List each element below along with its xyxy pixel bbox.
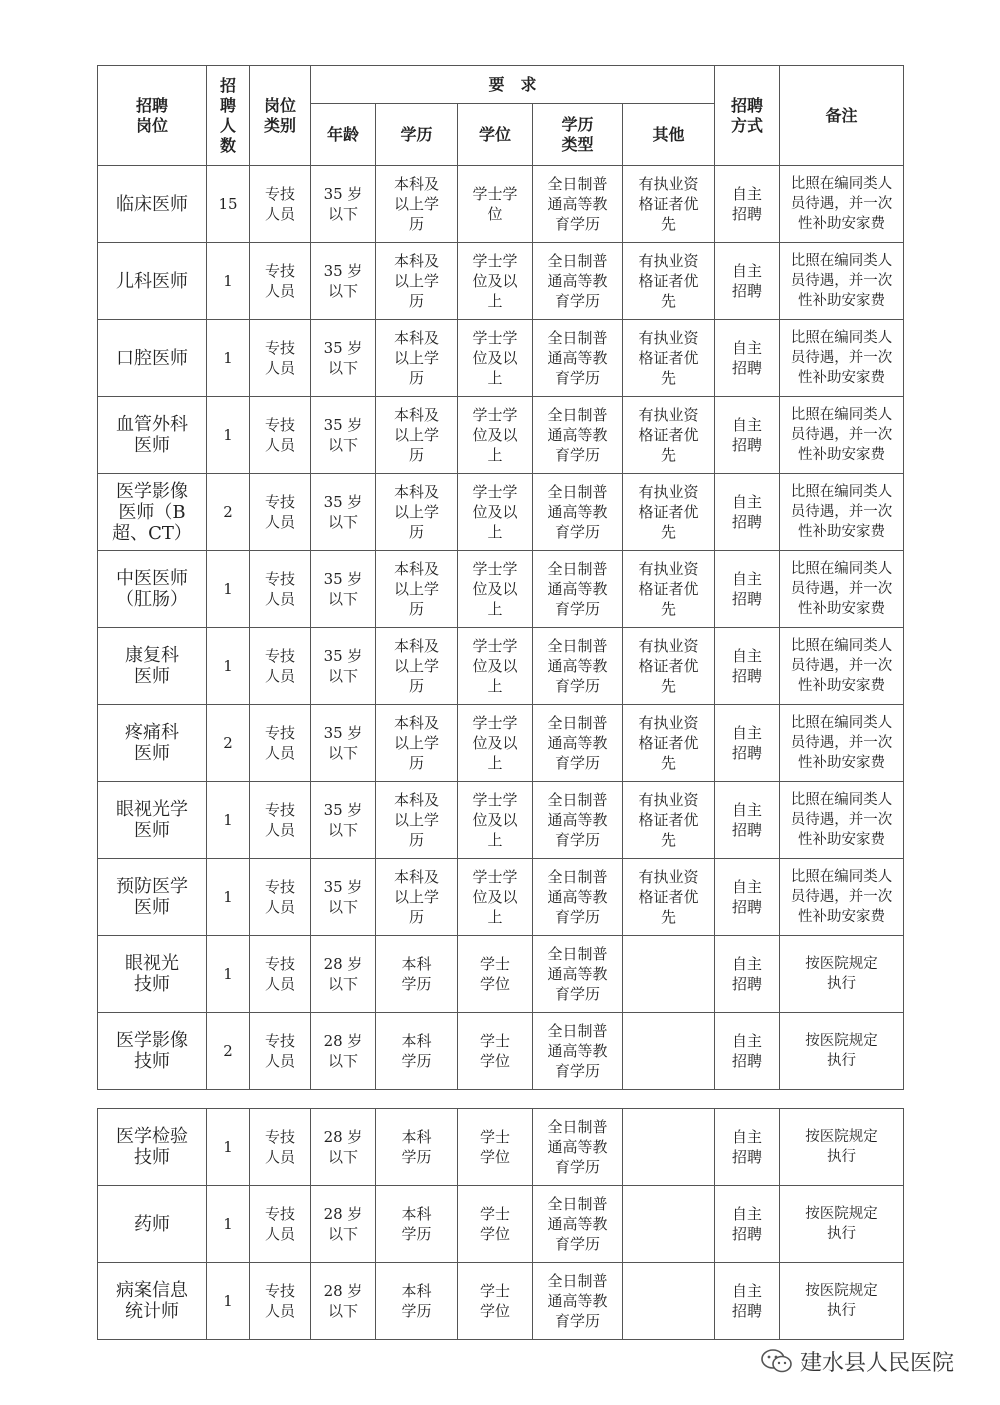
cell-edu-type: 全日制普 通高等教 育学历 [533, 1186, 623, 1263]
cell-edu-type: 全日制普 通高等教 育学历 [533, 166, 623, 243]
cell-category: 专技 人员 [250, 1186, 311, 1263]
cell-count: 1 [207, 243, 250, 320]
cell-education: 本科及 以上学 历 [376, 782, 458, 859]
wechat-icon [760, 1348, 794, 1374]
cell-method: 自主 招聘 [715, 705, 780, 782]
cell-degree: 学士学 位及以 上 [458, 705, 533, 782]
header-remark: 备注 [780, 66, 904, 166]
cell-degree: 学士 学位 [458, 1109, 533, 1186]
cell-method: 自主 招聘 [715, 397, 780, 474]
cell-edu-type: 全日制普 通高等教 育学历 [533, 705, 623, 782]
cell-position: 儿科医师 [98, 243, 207, 320]
cell-age: 35 岁 以下 [311, 705, 376, 782]
cell-edu-type: 全日制普 通高等教 育学历 [533, 243, 623, 320]
cell-edu-type: 全日制普 通高等教 育学历 [533, 474, 623, 551]
cell-method: 自主 招聘 [715, 243, 780, 320]
cell-count: 1 [207, 551, 250, 628]
cell-method: 自主 招聘 [715, 1013, 780, 1090]
cell-category: 专技 人员 [250, 1263, 311, 1340]
cell-method: 自主 招聘 [715, 320, 780, 397]
cell-category: 专技 人员 [250, 628, 311, 705]
cell-education: 本科及 以上学 历 [376, 397, 458, 474]
table-row [98, 859, 904, 936]
cell-degree: 学士 学位 [458, 1263, 533, 1340]
cell-edu-type: 全日制普 通高等教 育学历 [533, 859, 623, 936]
cell-remark: 比照在编同类人 员待遇，并一次 性补助安家费 [780, 166, 904, 243]
header-count: 招 聘 人 数 [207, 66, 250, 166]
table-row [98, 628, 904, 705]
cell-category: 专技 人员 [250, 1109, 311, 1186]
header-edu-type: 学历 类型 [533, 104, 623, 166]
cell-method: 自主 招聘 [715, 1263, 780, 1340]
cell-degree: 学士学 位及以 上 [458, 551, 533, 628]
table-row [98, 705, 904, 782]
cell-other: 有执业资 格证者优 先 [623, 166, 715, 243]
cell-remark: 按医院规定 执行 [780, 936, 904, 1013]
table-row [98, 474, 904, 551]
cell-degree: 学士学 位 [458, 166, 533, 243]
cell-remark: 比照在编同类人 员待遇，并一次 性补助安家费 [780, 551, 904, 628]
cell-position: 康复科 医师 [98, 628, 207, 705]
cell-method: 自主 招聘 [715, 859, 780, 936]
cell-education: 本科 学历 [376, 1263, 458, 1340]
cell-edu-type: 全日制普 通高等教 育学历 [533, 1109, 623, 1186]
cell-category: 专技 人员 [250, 320, 311, 397]
cell-other [623, 936, 715, 1013]
cell-other: 有执业资 格证者优 先 [623, 859, 715, 936]
cell-count: 1 [207, 320, 250, 397]
cell-category: 专技 人员 [250, 782, 311, 859]
cell-remark: 比照在编同类人 员待遇，并一次 性补助安家费 [780, 705, 904, 782]
cell-category: 专技 人员 [250, 243, 311, 320]
cell-method: 自主 招聘 [715, 474, 780, 551]
cell-age: 35 岁 以下 [311, 782, 376, 859]
cell-degree: 学士 学位 [458, 1186, 533, 1263]
cell-position: 药师 [98, 1186, 207, 1263]
cell-edu-type: 全日制普 通高等教 育学历 [533, 1013, 623, 1090]
cell-education: 本科及 以上学 历 [376, 474, 458, 551]
cell-degree: 学士学 位及以 上 [458, 397, 533, 474]
cell-age: 28 岁 以下 [311, 1186, 376, 1263]
table-row [98, 166, 904, 243]
cell-other: 有执业资 格证者优 先 [623, 705, 715, 782]
cell-category: 专技 人员 [250, 936, 311, 1013]
cell-education: 本科及 以上学 历 [376, 705, 458, 782]
cell-education: 本科及 以上学 历 [376, 628, 458, 705]
cell-count: 2 [207, 1013, 250, 1090]
cell-category: 专技 人员 [250, 1013, 311, 1090]
cell-method: 自主 招聘 [715, 936, 780, 1013]
cell-degree: 学士学 位及以 上 [458, 243, 533, 320]
cell-education: 本科及 以上学 历 [376, 551, 458, 628]
cell-degree: 学士学 位及以 上 [458, 474, 533, 551]
cell-education: 本科及 以上学 历 [376, 166, 458, 243]
cell-count: 1 [207, 936, 250, 1013]
cell-age: 35 岁 以下 [311, 859, 376, 936]
cell-education: 本科及 以上学 历 [376, 859, 458, 936]
cell-other [623, 1013, 715, 1090]
cell-degree: 学士 学位 [458, 936, 533, 1013]
cell-age: 28 岁 以下 [311, 1109, 376, 1186]
header-position: 招聘 岗位 [98, 66, 207, 166]
watermark-text: 建水县人民医院 [800, 1350, 955, 1376]
table-row [98, 551, 904, 628]
table-row [98, 1109, 904, 1186]
cell-position: 口腔医师 [98, 320, 207, 397]
cell-edu-type: 全日制普 通高等教 育学历 [533, 628, 623, 705]
cell-age: 35 岁 以下 [311, 243, 376, 320]
recruitment-table [97, 65, 904, 1090]
header-row-1 [98, 66, 904, 104]
cell-count: 1 [207, 859, 250, 936]
cell-count: 1 [207, 1109, 250, 1186]
recruitment-table-continued [97, 1108, 904, 1340]
cell-other: 有执业资 格证者优 先 [623, 628, 715, 705]
cell-remark: 比照在编同类人 员待遇，并一次 性补助安家费 [780, 628, 904, 705]
cell-position: 临床医师 [98, 166, 207, 243]
header-education: 学历 [376, 104, 458, 166]
cell-category: 专技 人员 [250, 166, 311, 243]
cell-count: 1 [207, 1263, 250, 1340]
cell-degree: 学士 学位 [458, 1013, 533, 1090]
cell-age: 28 岁 以下 [311, 936, 376, 1013]
cell-other [623, 1109, 715, 1186]
cell-degree: 学士学 位及以 上 [458, 859, 533, 936]
cell-degree: 学士学 位及以 上 [458, 320, 533, 397]
cell-education: 本科及 以上学 历 [376, 243, 458, 320]
cell-edu-type: 全日制普 通高等教 育学历 [533, 397, 623, 474]
cell-position: 预防医学 医师 [98, 859, 207, 936]
cell-remark: 按医院规定 执行 [780, 1109, 904, 1186]
cell-degree: 学士学 位及以 上 [458, 782, 533, 859]
cell-other [623, 1186, 715, 1263]
cell-method: 自主 招聘 [715, 782, 780, 859]
cell-other: 有执业资 格证者优 先 [623, 782, 715, 859]
cell-count: 2 [207, 705, 250, 782]
cell-category: 专技 人员 [250, 551, 311, 628]
header-requirements: 要 求 [311, 66, 715, 104]
cell-remark: 比照在编同类人 员待遇，并一次 性补助安家费 [780, 397, 904, 474]
cell-count: 15 [207, 166, 250, 243]
cell-other: 有执业资 格证者优 先 [623, 474, 715, 551]
header-degree: 学位 [458, 104, 533, 166]
table-row [98, 782, 904, 859]
table-row [98, 397, 904, 474]
cell-method: 自主 招聘 [715, 1186, 780, 1263]
cell-count: 1 [207, 628, 250, 705]
cell-other: 有执业资 格证者优 先 [623, 551, 715, 628]
watermark [760, 1346, 975, 1376]
table-row [98, 1263, 904, 1340]
cell-edu-type: 全日制普 通高等教 育学历 [533, 782, 623, 859]
cell-count: 1 [207, 782, 250, 859]
table-row [98, 936, 904, 1013]
cell-position: 血管外科 医师 [98, 397, 207, 474]
cell-category: 专技 人员 [250, 705, 311, 782]
cell-age: 35 岁 以下 [311, 551, 376, 628]
cell-education: 本科 学历 [376, 1013, 458, 1090]
header-age: 年龄 [311, 104, 376, 166]
cell-position: 病案信息 统计师 [98, 1263, 207, 1340]
cell-remark: 按医院规定 执行 [780, 1186, 904, 1263]
table-body [98, 166, 904, 1090]
table-row [98, 320, 904, 397]
cell-age: 28 岁 以下 [311, 1263, 376, 1340]
cell-age: 35 岁 以下 [311, 166, 376, 243]
cell-other: 有执业资 格证者优 先 [623, 320, 715, 397]
cell-degree: 学士学 位及以 上 [458, 628, 533, 705]
cell-position: 医学影像 医师（B 超、CT） [98, 474, 207, 551]
cell-education: 本科及 以上学 历 [376, 320, 458, 397]
cell-education: 本科 学历 [376, 1186, 458, 1263]
cell-category: 专技 人员 [250, 859, 311, 936]
table-body-continued [98, 1109, 904, 1340]
cell-category: 专技 人员 [250, 474, 311, 551]
cell-method: 自主 招聘 [715, 628, 780, 705]
table-row [98, 1186, 904, 1263]
cell-edu-type: 全日制普 通高等教 育学历 [533, 1263, 623, 1340]
cell-remark: 比照在编同类人 员待遇，并一次 性补助安家费 [780, 320, 904, 397]
cell-method: 自主 招聘 [715, 551, 780, 628]
cell-position: 眼视光 技师 [98, 936, 207, 1013]
cell-education: 本科 学历 [376, 1109, 458, 1186]
table-row [98, 243, 904, 320]
cell-other [623, 1263, 715, 1340]
cell-edu-type: 全日制普 通高等教 育学历 [533, 936, 623, 1013]
cell-category: 专技 人员 [250, 397, 311, 474]
cell-position: 医学影像 技师 [98, 1013, 207, 1090]
cell-edu-type: 全日制普 通高等教 育学历 [533, 551, 623, 628]
cell-position: 疼痛科 医师 [98, 705, 207, 782]
cell-other: 有执业资 格证者优 先 [623, 243, 715, 320]
header-category: 岗位 类别 [250, 66, 311, 166]
cell-position: 中医医师 （肛肠） [98, 551, 207, 628]
cell-remark: 比照在编同类人 员待遇，并一次 性补助安家费 [780, 243, 904, 320]
header-other: 其他 [623, 104, 715, 166]
cell-remark: 按医院规定 执行 [780, 1263, 904, 1340]
cell-method: 自主 招聘 [715, 166, 780, 243]
cell-edu-type: 全日制普 通高等教 育学历 [533, 320, 623, 397]
cell-method: 自主 招聘 [715, 1109, 780, 1186]
cell-position: 眼视光学 医师 [98, 782, 207, 859]
cell-count: 2 [207, 474, 250, 551]
header-method: 招聘 方式 [715, 66, 780, 166]
cell-other: 有执业资 格证者优 先 [623, 397, 715, 474]
cell-remark: 比照在编同类人 员待遇，并一次 性补助安家费 [780, 474, 904, 551]
cell-remark: 比照在编同类人 员待遇，并一次 性补助安家费 [780, 782, 904, 859]
cell-age: 35 岁 以下 [311, 628, 376, 705]
cell-count: 1 [207, 397, 250, 474]
cell-position: 医学检验 技师 [98, 1109, 207, 1186]
cell-education: 本科 学历 [376, 936, 458, 1013]
cell-count: 1 [207, 1186, 250, 1263]
cell-age: 35 岁 以下 [311, 474, 376, 551]
cell-age: 35 岁 以下 [311, 320, 376, 397]
cell-remark: 按医院规定 执行 [780, 1013, 904, 1090]
table-row [98, 1013, 904, 1090]
cell-age: 35 岁 以下 [311, 397, 376, 474]
cell-remark: 比照在编同类人 员待遇，并一次 性补助安家费 [780, 859, 904, 936]
cell-age: 28 岁 以下 [311, 1013, 376, 1090]
